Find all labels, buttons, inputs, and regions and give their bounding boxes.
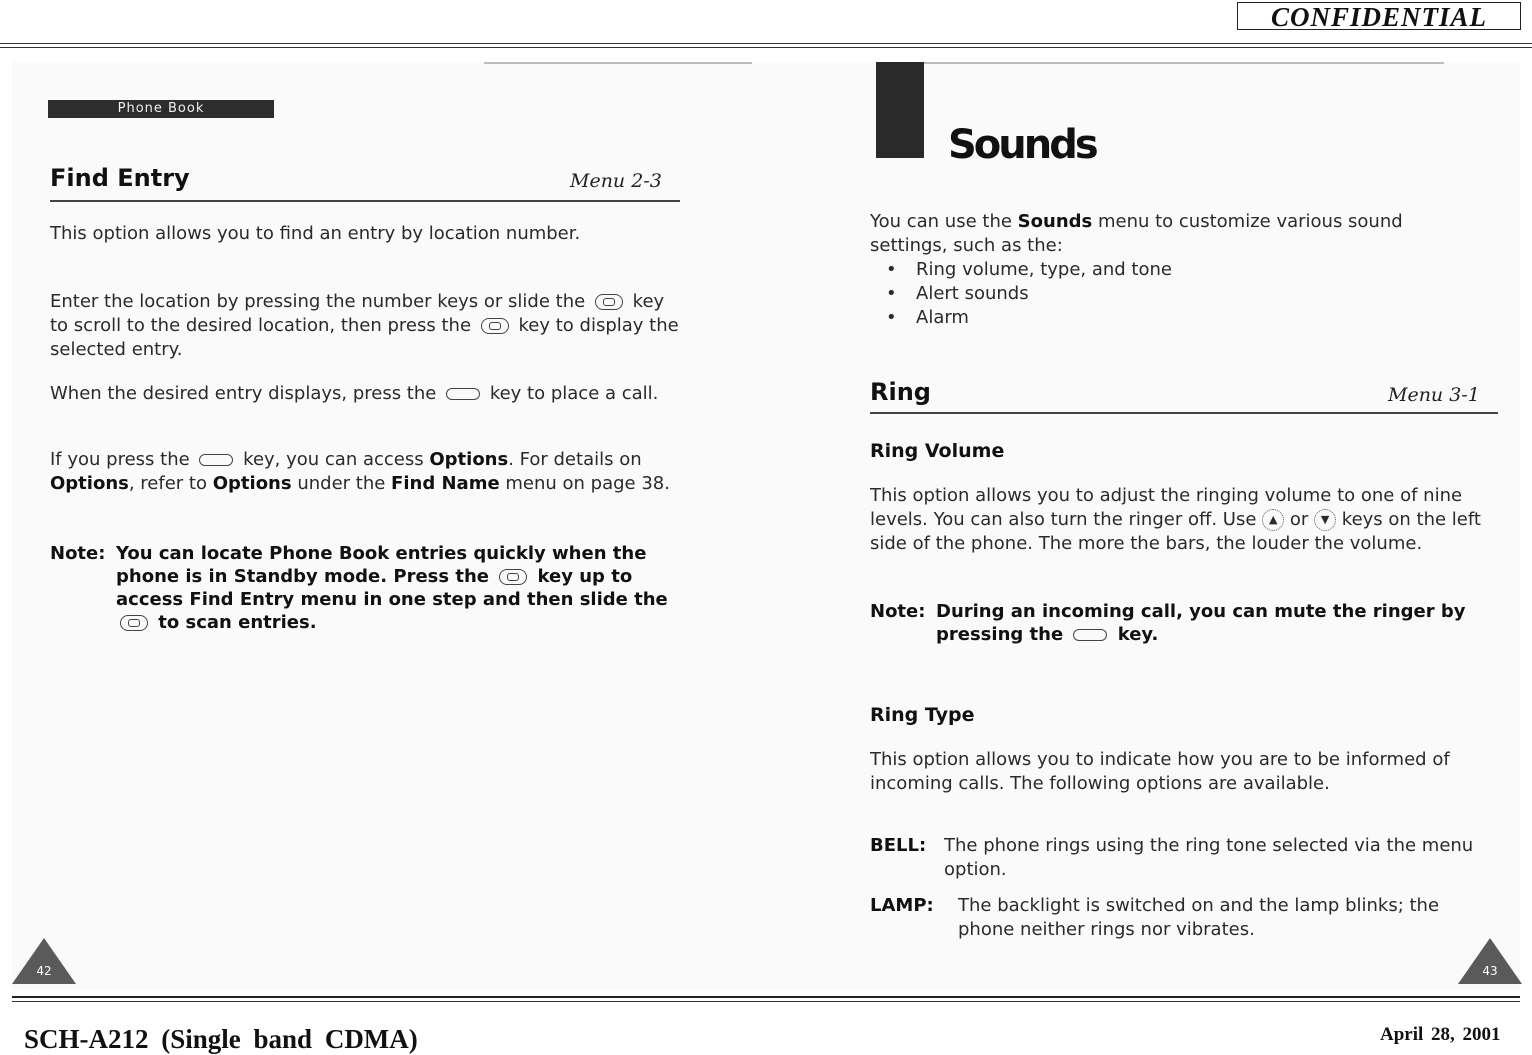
- text: During an incoming call, you can mute the ringer by pressing the: [936, 601, 1466, 645]
- term-label: BELL:: [870, 835, 927, 856]
- text: Enter the location by pressing the number keys or slide the: [50, 291, 586, 312]
- term-body: The backlight is switched on and the lamp blinks; the phone neither rings nor vibrates.: [958, 895, 1440, 940]
- find-entry-term: Find Entry: [189, 589, 295, 610]
- options-term: Options: [429, 449, 509, 470]
- text: You can locate Phone Book entries quickly when the phone is in Standby mode. Press the: [116, 543, 647, 587]
- footer-rule-top: [12, 996, 1520, 998]
- sounds-term: Sounds: [1017, 211, 1093, 232]
- ok-key-icon: [481, 318, 509, 334]
- page-number: 43: [1482, 964, 1498, 978]
- section-tab: Phone Book: [48, 100, 274, 118]
- header-rule-top: [0, 43, 1532, 44]
- footer-rule-bottom: [12, 1001, 1520, 1002]
- note: [50, 542, 680, 634]
- text: menu on page 38.: [505, 473, 670, 494]
- text: to scan entries.: [158, 612, 317, 633]
- text: under the: [297, 473, 386, 494]
- volume-down-key-icon: ▼: [1314, 509, 1336, 531]
- find-name-term: Find Name: [391, 473, 500, 494]
- term-lamp: [870, 894, 1470, 942]
- paragraph: [50, 382, 680, 406]
- paragraph: [870, 210, 1470, 258]
- menu-key-icon: [199, 454, 233, 466]
- page-number: 42: [36, 964, 52, 978]
- scanned-spread: [12, 62, 1520, 990]
- bullet-list: [884, 258, 1172, 330]
- list-item: • Alert sounds: [884, 282, 1172, 306]
- page-number-badge: [12, 938, 76, 984]
- header-rule-bottom: [0, 47, 1532, 48]
- page-right: [862, 62, 1520, 990]
- confidential-stamp: CONFIDENTIAL: [1237, 2, 1521, 30]
- text: menu in one step and then slide the: [300, 589, 668, 610]
- page-top-rule: [484, 62, 752, 64]
- paragraph: [870, 484, 1500, 556]
- text: key up to access: [116, 566, 633, 610]
- text: When the desired entry displays, press the: [50, 383, 437, 404]
- text: key.: [1117, 624, 1159, 645]
- menu-reference: Menu 2-3: [570, 170, 662, 192]
- page-number-badge: [1458, 938, 1522, 984]
- options-term: Options: [50, 473, 129, 494]
- text: You can use the: [870, 211, 1012, 232]
- text: key to scroll to the desired location, then press the: [50, 291, 665, 336]
- note-body: [116, 542, 680, 634]
- note: [870, 600, 1510, 646]
- text: , refer to: [128, 473, 207, 494]
- text: key to place a call.: [489, 383, 659, 404]
- title-rule: [870, 412, 1498, 414]
- term-label: LAMP:: [870, 895, 934, 916]
- text: This option allows you to adjust the ringing volume to one of nine levels. You can also turn the ringer off. Use: [870, 485, 1463, 530]
- text: . For details on: [508, 449, 642, 470]
- note-label: Note:: [870, 601, 926, 622]
- chapter-marker: [876, 62, 924, 158]
- end-key-icon: [1073, 629, 1107, 641]
- text: keys on the left side of the phone. The more the bars, the louder the volume.: [870, 509, 1481, 554]
- footer-model: SCH-A212 (Single band CDMA): [24, 1024, 418, 1054]
- ok-key-icon: [595, 294, 623, 310]
- text: key to display the selected entry.: [50, 315, 679, 360]
- term-body: The phone rings using the ring tone selected via the menu option.: [944, 835, 1474, 880]
- ok-key-icon: [499, 569, 527, 585]
- list-item: • Ring volume, type, and tone: [884, 258, 1172, 282]
- note-label: Note:: [50, 543, 106, 564]
- paragraph: This option allows you to indicate how you are to be informed of incoming calls. The following options are available.: [870, 749, 1450, 794]
- options-term: Options: [212, 473, 292, 494]
- term-bell: [870, 834, 1490, 882]
- text: If you press the: [50, 449, 190, 470]
- text: key, you can access: [243, 449, 424, 470]
- subsection-title: Ring Volume: [870, 440, 1005, 462]
- section-title: Ring: [870, 378, 931, 406]
- list-item: • Alarm: [884, 306, 1172, 330]
- footer-date: April 28, 2001: [1380, 1024, 1501, 1045]
- text: or: [1289, 509, 1309, 530]
- ok-key-icon: [120, 615, 148, 631]
- send-key-icon: [446, 388, 480, 400]
- note-body: [936, 600, 1510, 646]
- volume-up-key-icon: ▲: [1262, 509, 1284, 531]
- page-top-rule: [924, 62, 1444, 64]
- paragraph: [50, 290, 680, 362]
- menu-reference: Menu 3-1: [1388, 384, 1480, 406]
- paragraph: [50, 448, 680, 496]
- title-rule: [50, 200, 680, 202]
- section-title: Find Entry: [50, 164, 190, 192]
- subsection-title: Ring Type: [870, 704, 975, 726]
- text: menu to customize various sound settings, such as the:: [870, 211, 1403, 256]
- chapter-title: Sounds: [948, 122, 1096, 168]
- paragraph: This option allows you to find an entry by location number.: [50, 223, 581, 244]
- page-left: [12, 62, 752, 990]
